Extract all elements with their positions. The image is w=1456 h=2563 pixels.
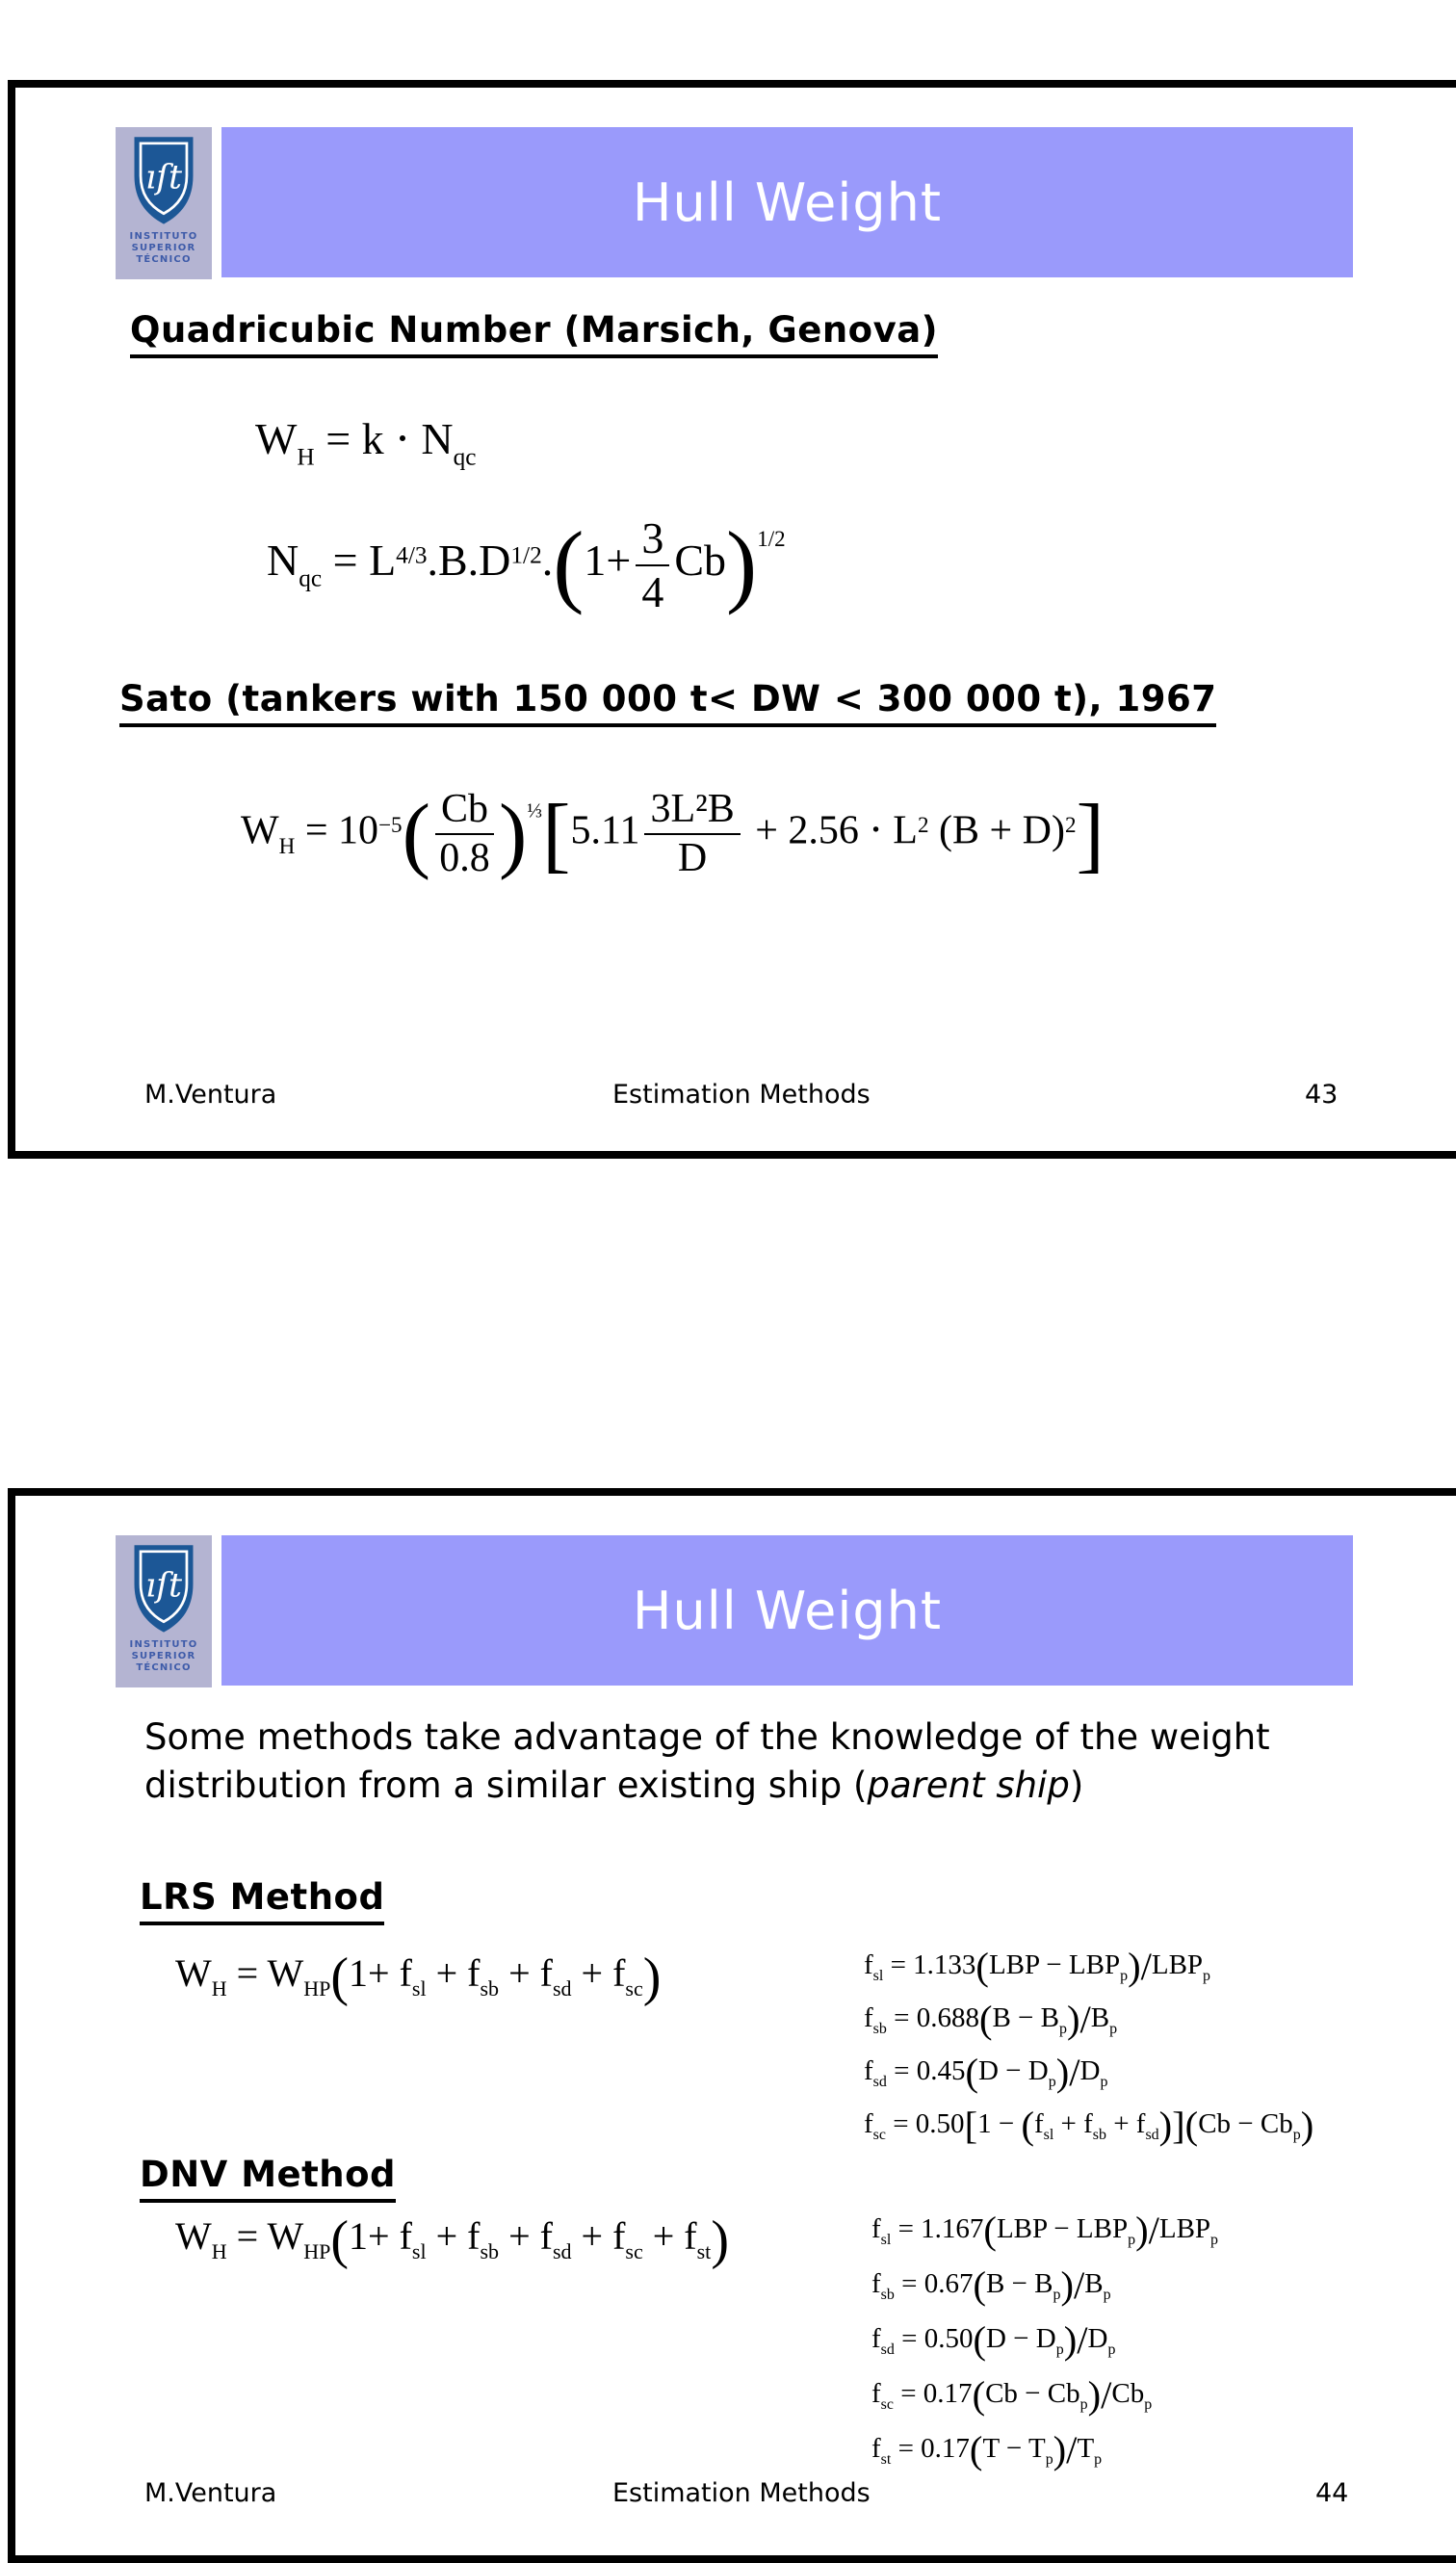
formula-nqc: $N_{qc} = L^{4/3}.B.D^{1/2}.(1+$ $\frac{3}{4}$ Cb)$^{1/2}$ bbox=[267, 512, 786, 616]
footer-page-number: 44 bbox=[1315, 2478, 1349, 2508]
lrs-definitions bbox=[864, 1941, 1313, 2153]
ist-monogram: ıſt bbox=[144, 158, 183, 197]
ist-logo bbox=[116, 127, 212, 279]
slide-title: Hull Weight bbox=[632, 1580, 943, 1641]
dnv-def-fsl: $f_{sl} = 1.167(LBP - LBP_p)/LBP_p$ bbox=[871, 2209, 1219, 2253]
formula-wh-k-nqc: $W_H = k \cdot N_{qc}$ bbox=[255, 414, 477, 471]
ist-caption-line: TÉCNICO bbox=[136, 1662, 192, 1673]
lrs-def-fsl: $f_{sl} = 1.133(LBP - LBP_p)/LBP_p$ bbox=[864, 1945, 1211, 1989]
slide-44 bbox=[8, 1488, 1456, 2563]
ist-shield-icon bbox=[130, 1542, 197, 1636]
intro-parent-ship: parent ship bbox=[867, 1765, 1070, 1806]
dnv-def-fst: $f_{st} = 0.17(T - T_p)/T_p$ bbox=[871, 2428, 1103, 2472]
intro-line-2-pre: distribution from a similar existing ship ( bbox=[144, 1765, 868, 1806]
formula-sato: $W_H = 10^{-5}$( $\frac{Cb}{0.8}$ )$^{\frac{1}{3}}$[5.11 $\frac{\text{3L²B}}{D}$ + $2.56 \cdot L^2$ $(B + D)^2$] bbox=[241, 786, 1105, 881]
footer-author: M.Ventura bbox=[144, 2478, 277, 2508]
ist-caption-line: INSTITUTO bbox=[129, 231, 198, 242]
title-bar bbox=[221, 1535, 1353, 1686]
dnv-def-fsb: $f_{sb} = 0.67(B - B_p)/B_p$ bbox=[871, 2263, 1111, 2308]
lrs-def-fsd: $f_{sd} = 0.45(D - D_p)/D_p$ bbox=[864, 2051, 1108, 2095]
dnv-definitions bbox=[871, 2204, 1218, 2478]
footer-page-number: 43 bbox=[1305, 1080, 1339, 1110]
footer-center: Estimation Methods bbox=[612, 1080, 871, 1110]
section-heading-sato: Sato (tankers with 150 000 t< DW < 300 000 t), 1967 bbox=[119, 678, 1216, 727]
intro-line-1: Some methods take advantage of the knowledge of the weight bbox=[144, 1716, 1270, 1758]
intro-line-2-post: ) bbox=[1069, 1765, 1084, 1806]
ist-caption-line: SUPERIOR bbox=[131, 1651, 196, 1661]
ist-caption-line: INSTITUTO bbox=[129, 1639, 198, 1650]
ist-monogram: ıſt bbox=[144, 1566, 183, 1606]
ist-caption bbox=[130, 231, 198, 266]
lrs-def-fsb: $f_{sb} = 0.688(B - B_p)/B_p$ bbox=[864, 1998, 1118, 2042]
formula-lrs: $W_H = W_{HP}(1+ f_{sl} + f_{sb} + f_{sd} + f_{sc})$ bbox=[175, 1948, 662, 2007]
title-bar bbox=[221, 127, 1353, 277]
dnv-def-fsc: $f_{sc} = 0.17(Cb - Cb_p)/Cb_p$ bbox=[871, 2373, 1153, 2418]
ist-caption bbox=[130, 1639, 198, 1674]
ist-caption-line: SUPERIOR bbox=[131, 243, 196, 253]
formula-dnv: $W_H = W_{HP}(1+ f_{sl} + f_{sb} + f_{sd} + f_{sc} + f_{st})$ bbox=[175, 2210, 729, 2270]
lrs-def-fsc: $f_{sc} = 0.50[1 - (f_{sl} + f_{sb} + f_{sd})](Cb - Cb_p)$ bbox=[864, 2104, 1314, 2148]
section-heading-dnv: DNV Method bbox=[140, 2154, 396, 2203]
footer-center: Estimation Methods bbox=[612, 2478, 871, 2508]
slide-title: Hull Weight bbox=[632, 171, 943, 233]
footer-author: M.Ventura bbox=[144, 1080, 277, 1110]
intro-line-2 bbox=[144, 1762, 1270, 1810]
ist-shield-icon bbox=[130, 134, 197, 228]
intro-paragraph bbox=[144, 1713, 1270, 1810]
dnv-def-fsd: $f_{sd} = 0.50(D - D_p)/D_p$ bbox=[871, 2318, 1116, 2363]
ist-caption-line: TÉCNICO bbox=[136, 254, 192, 265]
section-heading-lrs: LRS Method bbox=[140, 1876, 384, 1925]
slide-43 bbox=[8, 80, 1456, 1159]
ist-logo bbox=[116, 1535, 212, 1687]
section-heading-quadricubic: Quadricubic Number (Marsich, Genova) bbox=[130, 309, 938, 358]
